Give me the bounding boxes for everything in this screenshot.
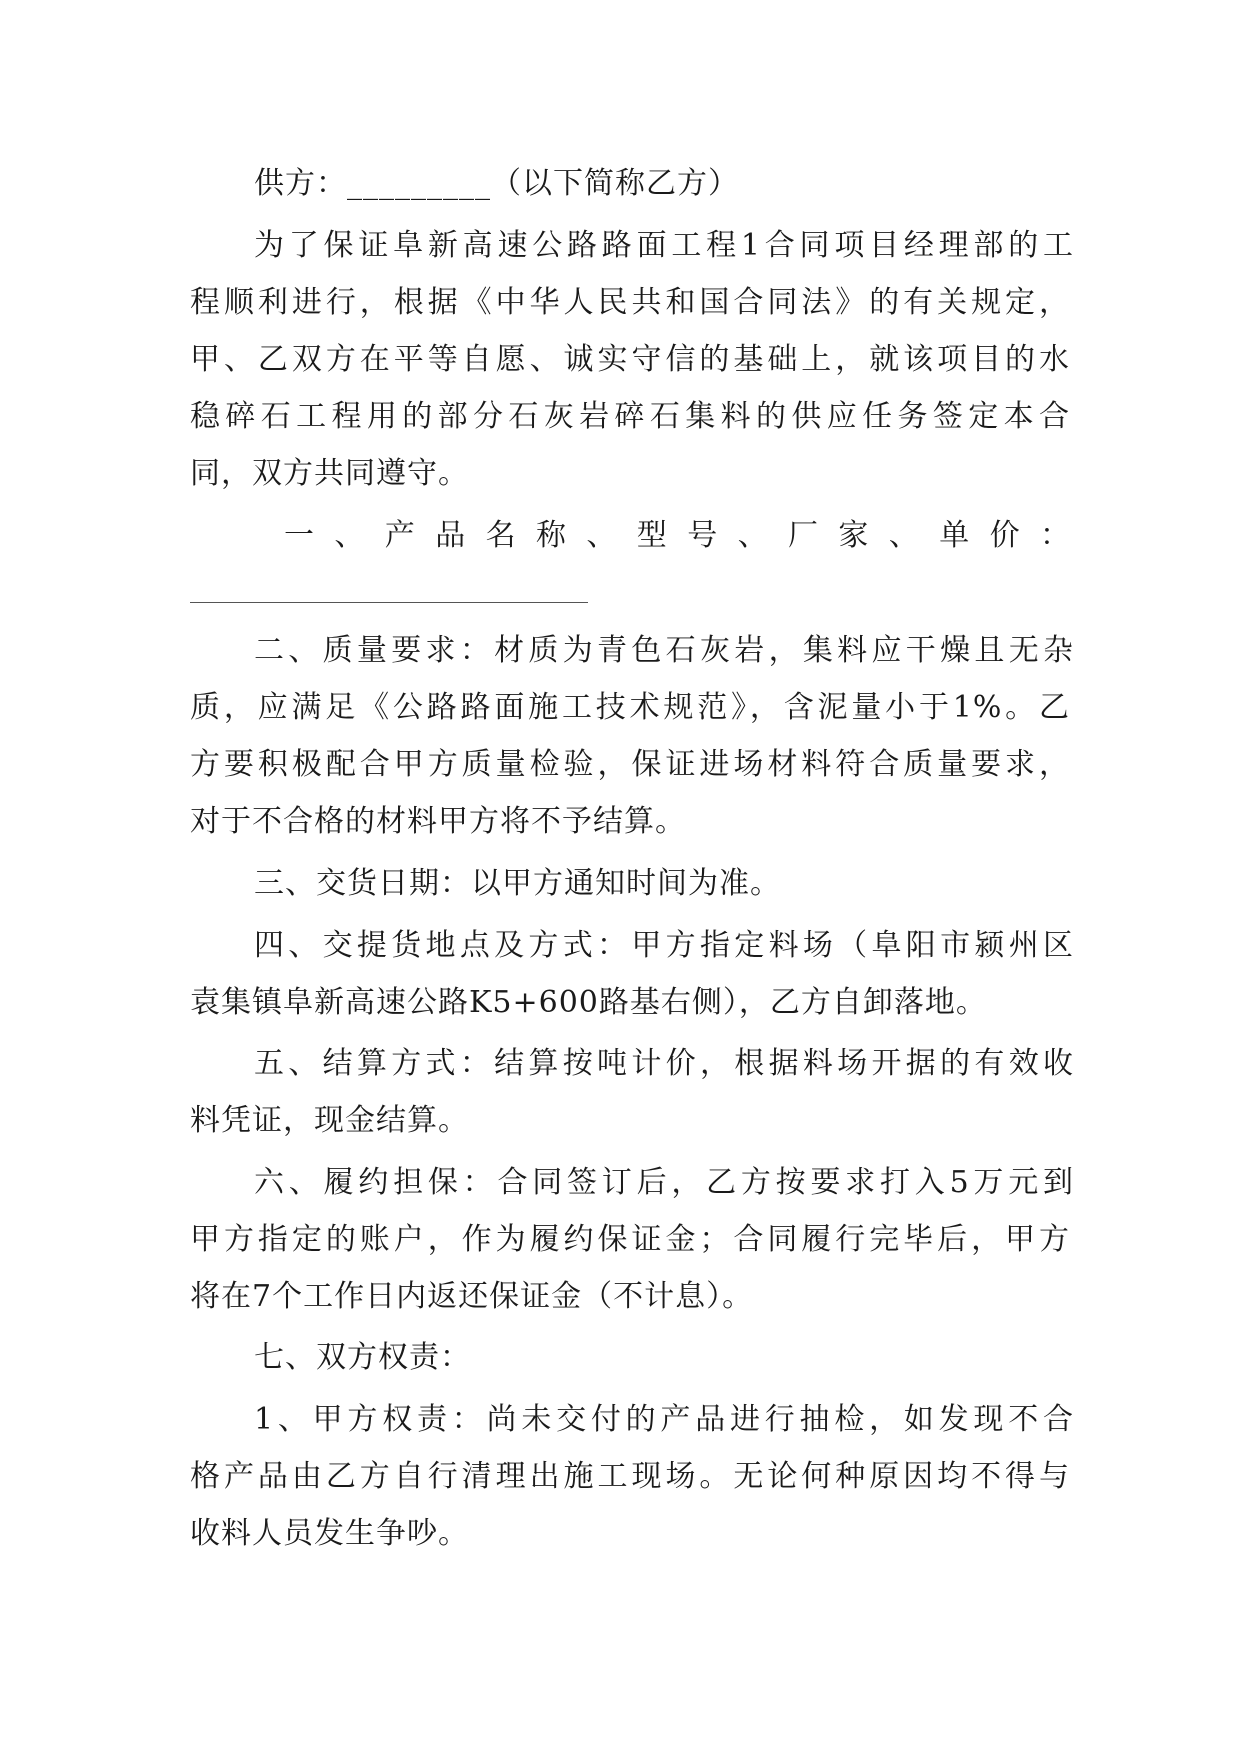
section-1-blank-line xyxy=(190,602,588,603)
section-7-1-line-1: 1、甲方权责：尚未交付的产品进行抽检，如发现不合 xyxy=(254,1402,1074,1437)
section-6-line-1: 六、履约担保：合同签订后，乙方按要求打入5万元到 xyxy=(254,1165,1074,1200)
section-1-heading: 一、产品名称、型号、厂家、单价： xyxy=(284,518,1070,553)
section-2-line-2: 质，应满足《公路路面施工技术规范》，含泥量小于1%。乙 xyxy=(190,690,1070,725)
section-7-1-line-2: 格产品由乙方自行清理出施工现场。无论何种原因均不得与 xyxy=(190,1459,1070,1494)
section-7-1-line-3: 收料人员发生争吵。 xyxy=(190,1516,469,1551)
section-4-line-2: 袁集镇阜新高速公路K5+600路基右侧），乙方自卸落地。 xyxy=(190,985,987,1020)
section-2-line-3: 方要积极配合甲方质量检验，保证进场材料符合质量要求， xyxy=(190,747,1070,782)
section-6-line-2: 甲方指定的账户，作为履约保证金；合同履行完毕后，甲方 xyxy=(190,1222,1070,1257)
intro-line-3: 甲、乙双方在平等自愿、诚实守信的基础上，就该项目的水 xyxy=(190,342,1070,377)
section-5-line-1: 五、结算方式：结算按吨计价，根据料场开据的有效收 xyxy=(254,1046,1074,1081)
supplier-line: 供方：_________（以下简称乙方） xyxy=(254,166,739,201)
section-6-line-3: 将在7个工作日内返还保证金（不计息）。 xyxy=(190,1279,754,1314)
intro-line-1: 为了保证阜新高速公路路面工程1合同项目经理部的工 xyxy=(254,228,1074,263)
intro-line-2: 程顺利进行，根据《中华人民共和国合同法》的有关规定， xyxy=(190,285,1070,320)
intro-line-4: 稳碎石工程用的部分石灰岩碎石集料的供应任务签定本合 xyxy=(190,399,1070,434)
section-3-line: 三、交货日期：以甲方通知时间为准。 xyxy=(254,866,781,901)
section-2-line-4: 对于不合格的材料甲方将不予结算。 xyxy=(190,804,686,839)
intro-line-5: 同，双方共同遵守。 xyxy=(190,456,469,491)
section-7-heading: 七、双方权责： xyxy=(254,1340,471,1375)
section-2-line-1: 二、质量要求：材质为青色石灰岩，集料应干燥且无杂 xyxy=(254,633,1074,668)
section-5-line-2: 料凭证，现金结算。 xyxy=(190,1103,469,1138)
section-4-line-1: 四、交提货地点及方式：甲方指定料场（阜阳市颍州区 xyxy=(254,928,1074,963)
